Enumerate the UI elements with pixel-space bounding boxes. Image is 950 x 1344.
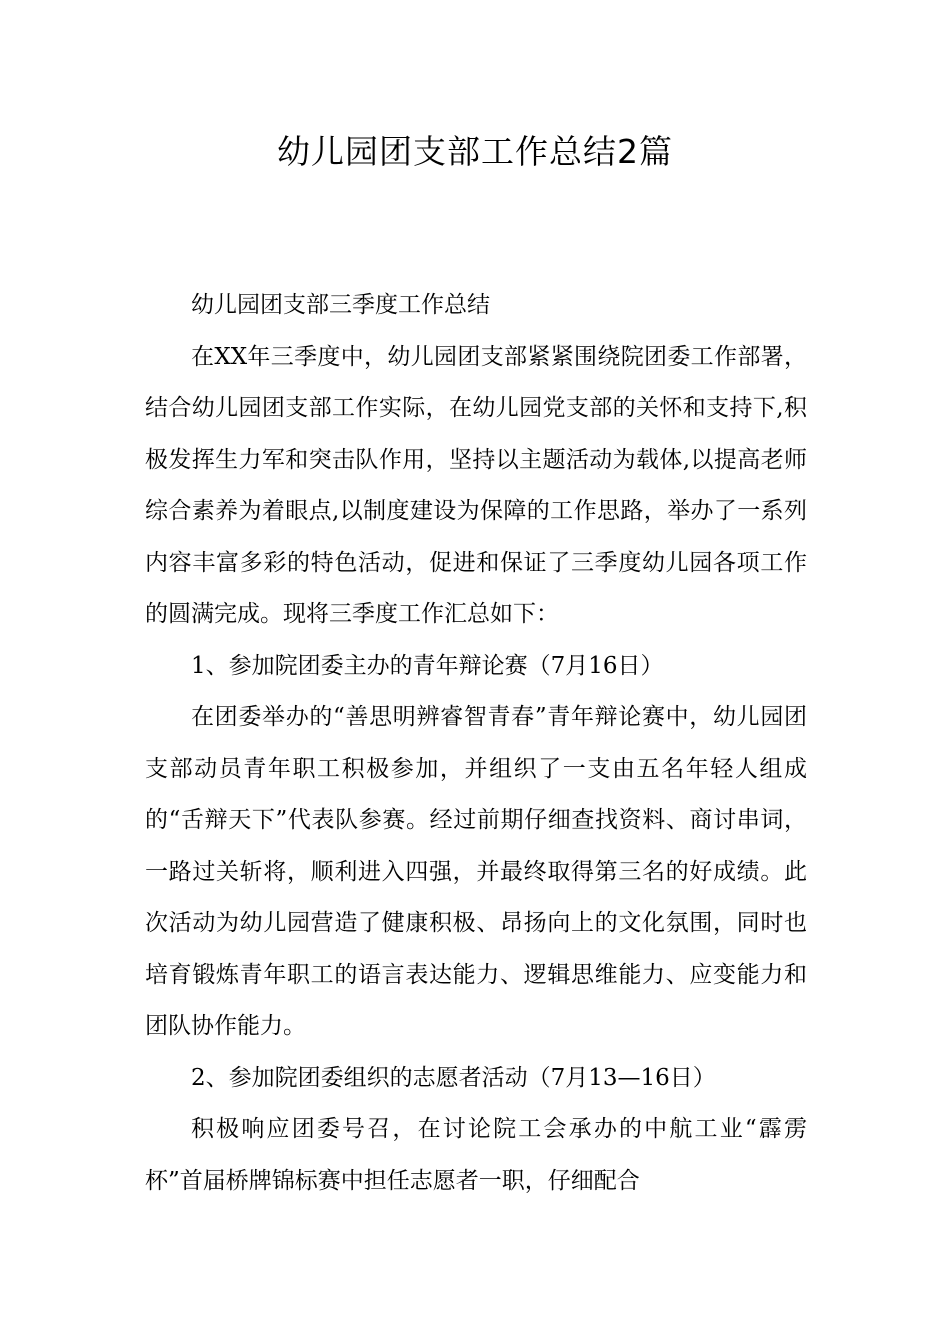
document-title: 幼儿园团支部工作总结2篇 bbox=[277, 132, 673, 171]
paragraph: 在XX年三季度中，幼儿园团支部紧紧围绕院团委工作部署，结合幼儿园团支部工作实际，在幼儿园党支部的关怀和支持下,积极发挥生力军和突击队作用，坚持以主题活动为载体,以提高老师综合素养为着眼点,以制度建设为保障的工作思路，举办了一系列内容丰富多彩的特色活动，促进和保证了三季度幼儿园各项工作的圆满完成。现将三季度工作汇总如下： bbox=[145, 343, 807, 627]
document-body bbox=[145, 280, 807, 1207]
section-heading: 幼儿园团支部三季度工作总结 bbox=[191, 292, 490, 318]
numbered-heading: 2、参加院团委组织的志愿者活动（7月13—16日） bbox=[191, 1064, 716, 1091]
paragraph: 在团委举办的“善思明辨睿智青春”青年辩论赛中，幼儿园团支部动员青年职工积极参加，并组织了一支由五名年轻人组成的“舌辩天下”代表队参赛。经过前期仔细查找资料、商讨串词，一路过关斩将，顺利进入四强，并最终取得第三名的好成绩。此次活动为幼儿园营造了健康积极、昂扬向上的文化氛围，同时也培育锻炼青年职工的语言表达能力、逻辑思维能力、应变能力和团队协作能力。 bbox=[145, 704, 807, 1039]
paragraph: 积极响应团委号召，在讨论院工会承办的中航工业“霹雳杯”首届桥牌锦标赛中担任志愿者一职，仔细配合 bbox=[145, 1116, 807, 1194]
numbered-heading: 1、参加院团委主办的青年辩论赛（7月16日） bbox=[191, 652, 664, 679]
